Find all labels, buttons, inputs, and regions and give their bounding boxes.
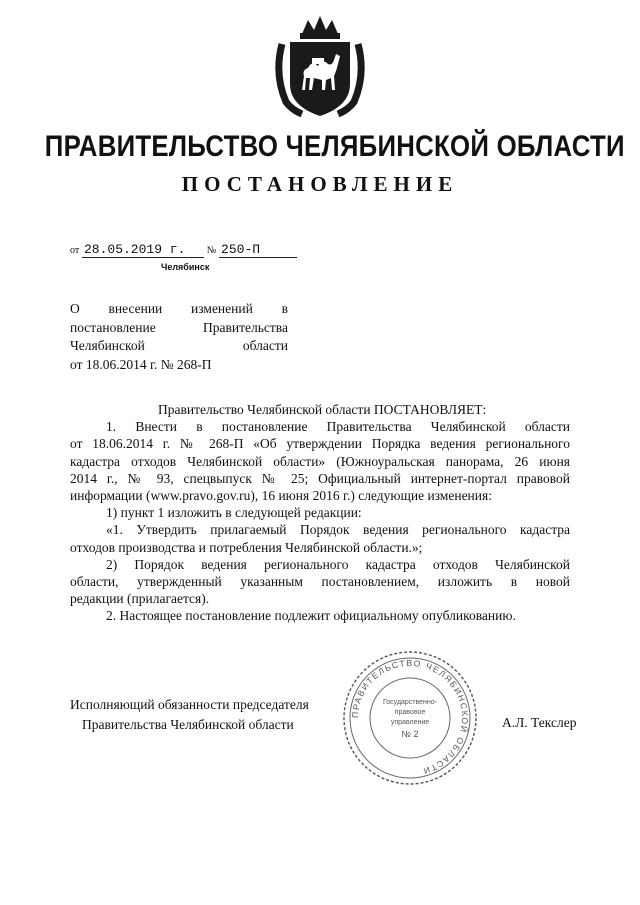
document-body xyxy=(70,401,570,625)
subject-line xyxy=(70,300,288,319)
city-label: Челябинск xyxy=(161,262,210,272)
subject-word: О xyxy=(70,301,80,316)
body-line: 2. Настоящее постановление подлежит официальному опубликованию. xyxy=(106,608,516,624)
subject-word: Правительства xyxy=(203,319,288,335)
stamp-inner-text: правовое xyxy=(394,709,426,716)
decree-line: Правительство Челябинской области ПОСТАНОВЛЯЕТ: xyxy=(158,402,487,417)
stamp-inner-text: управление xyxy=(390,719,430,726)
government-title: ПРАВИТЕЛЬСТВО ЧЕЛЯБИНСКОЙ ОБЛАСТИ xyxy=(44,130,625,163)
subject-line xyxy=(70,319,288,338)
signatory-name: А.Л. Текслер xyxy=(502,715,577,730)
body-line: отходов производства и потребления Челябинской области.»; xyxy=(70,539,423,555)
subject-word: внесении xyxy=(108,301,163,316)
official-stamp xyxy=(340,648,480,788)
body-line: 1. Внести в постановление Правительства Челябинской области xyxy=(106,419,570,435)
body-line: от 18.06.2014 г. № 268-П «Об утверждении Порядка ведения регионального xyxy=(70,436,570,452)
subject-word: Челябинской xyxy=(70,338,145,353)
date-number-line xyxy=(70,242,297,258)
subject-line: от 18.06.2014 г. № 268-П xyxy=(70,356,212,372)
body-line: 1) пункт 1 изложить в следующей редакции: xyxy=(106,505,362,521)
body-line: информации (www.pravo.gov.ru), 16 июня 2016 г.) следующие изменения: xyxy=(70,488,492,504)
body-line: кадастра отходов Челябинской области» (Южноуральская панорама, 26 июня xyxy=(70,453,570,469)
stamp-ring-text: ПРАВИТЕЛЬСТВО ЧЕЛЯБИНСКОЙ ОБЛАСТИ xyxy=(349,657,471,777)
subject-word: в xyxy=(281,301,288,316)
signatory-position xyxy=(70,695,309,735)
body-line: «1. Утвердить прилагаемый Порядок ведения регионального кадастра xyxy=(106,522,570,538)
document-number: 250-П xyxy=(219,242,297,258)
document-type-title: ПОСТАНОВЛЕНИЕ xyxy=(181,172,459,196)
subject-word: изменений xyxy=(191,301,253,316)
body-line: 2) Порядок ведения регионального кадастра отходов Челябинской xyxy=(106,556,570,572)
stamp-inner-text: № 2 xyxy=(401,729,419,739)
document-date: 28.05.2019 г. xyxy=(82,242,204,258)
coat-of-arms-emblem xyxy=(272,14,368,120)
document-subject xyxy=(70,300,288,374)
svg-text:ПРАВИТЕЛЬСТВО ЧЕЛЯБИНСКОЙ ОБЛА xyxy=(350,658,471,776)
body-line: 2014 г., № 93, спецвыпуск № 25; Официальный интернет-портал правовой xyxy=(70,470,570,486)
subject-word: области xyxy=(242,338,288,353)
subject-word: постановление xyxy=(70,319,156,335)
date-prefix: от xyxy=(70,245,80,256)
body-line: области, утвержденный указанным постановлением, изложить в новой xyxy=(70,574,570,590)
position-line: Исполняющий обязанности председателя xyxy=(70,697,309,712)
position-line: Правительства Челябинской области xyxy=(82,717,294,732)
number-prefix: № xyxy=(206,245,217,256)
body-line: редакции (прилагается). xyxy=(70,591,210,607)
subject-line xyxy=(70,337,288,356)
stamp-inner-text: Государственно- xyxy=(382,699,438,706)
